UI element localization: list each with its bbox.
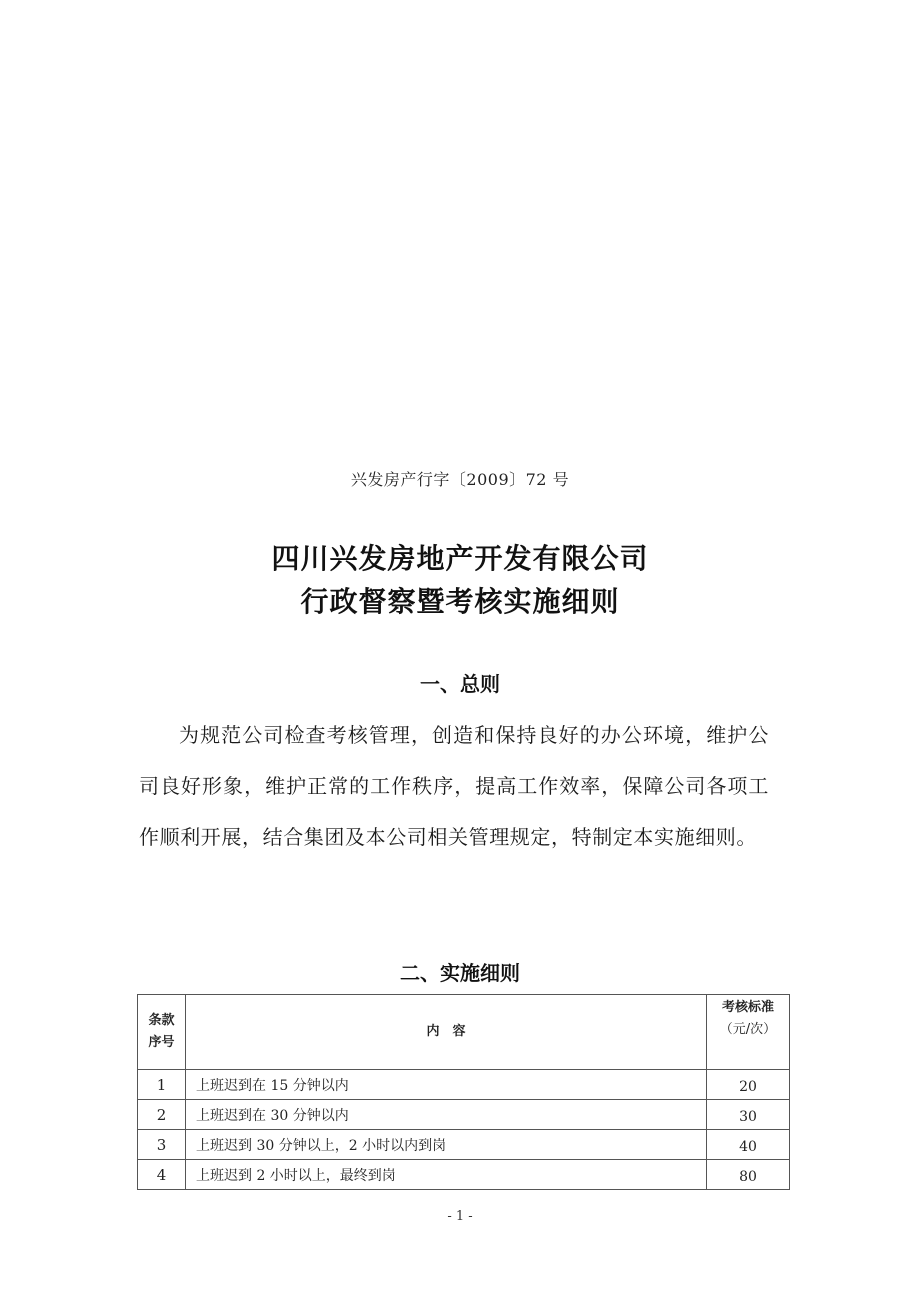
table-row [138,1070,790,1100]
table-row [138,1100,790,1130]
page-number: - 1 - [447,1209,473,1224]
document-number: 兴发房产行字〔2009〕72 号 [350,470,570,489]
section-heading-general: 一、总则 [420,672,500,696]
document-title-subject: 行政督察暨考核实施细则 [300,585,620,618]
row-standard: 30 [707,1100,790,1130]
row-content: 上班迟到在 15 分钟以内 [186,1070,707,1100]
row-index: 4 [138,1160,186,1190]
header-standard: 考核标准 （元/次） [707,995,790,1070]
general-paragraph: 为规范公司检查考核管理，创造和保持良好的办公环境，维护公司良好形象，维护正常的工作秩序，提高工作效率，保障公司各项工作顺利开展，结合集团及本公司相关管理规定，特制定本实施细则。 [139,723,769,849]
row-standard: 20 [707,1070,790,1100]
row-index: 3 [138,1130,186,1160]
document-title-company: 四川兴发房地产开发有限公司 [271,542,649,575]
row-content: 上班迟到 2 小时以上，最终到岗 [186,1160,707,1190]
row-standard: 40 [707,1130,790,1160]
section-heading-details: 二、实施细则 [400,961,520,985]
table-row [138,1130,790,1160]
table-header-row [138,995,790,1070]
row-index: 1 [138,1070,186,1100]
row-content: 上班迟到在 30 分钟以内 [186,1100,707,1130]
header-clause-number: 条款 序号 [138,995,186,1070]
table-row [138,1160,790,1190]
row-index: 2 [138,1100,186,1130]
header-content: 内 容 [186,995,707,1070]
row-content: 上班迟到 30 分钟以上，2 小时以内到岗 [186,1130,707,1160]
assessment-table [137,994,790,1190]
row-standard: 80 [707,1160,790,1190]
